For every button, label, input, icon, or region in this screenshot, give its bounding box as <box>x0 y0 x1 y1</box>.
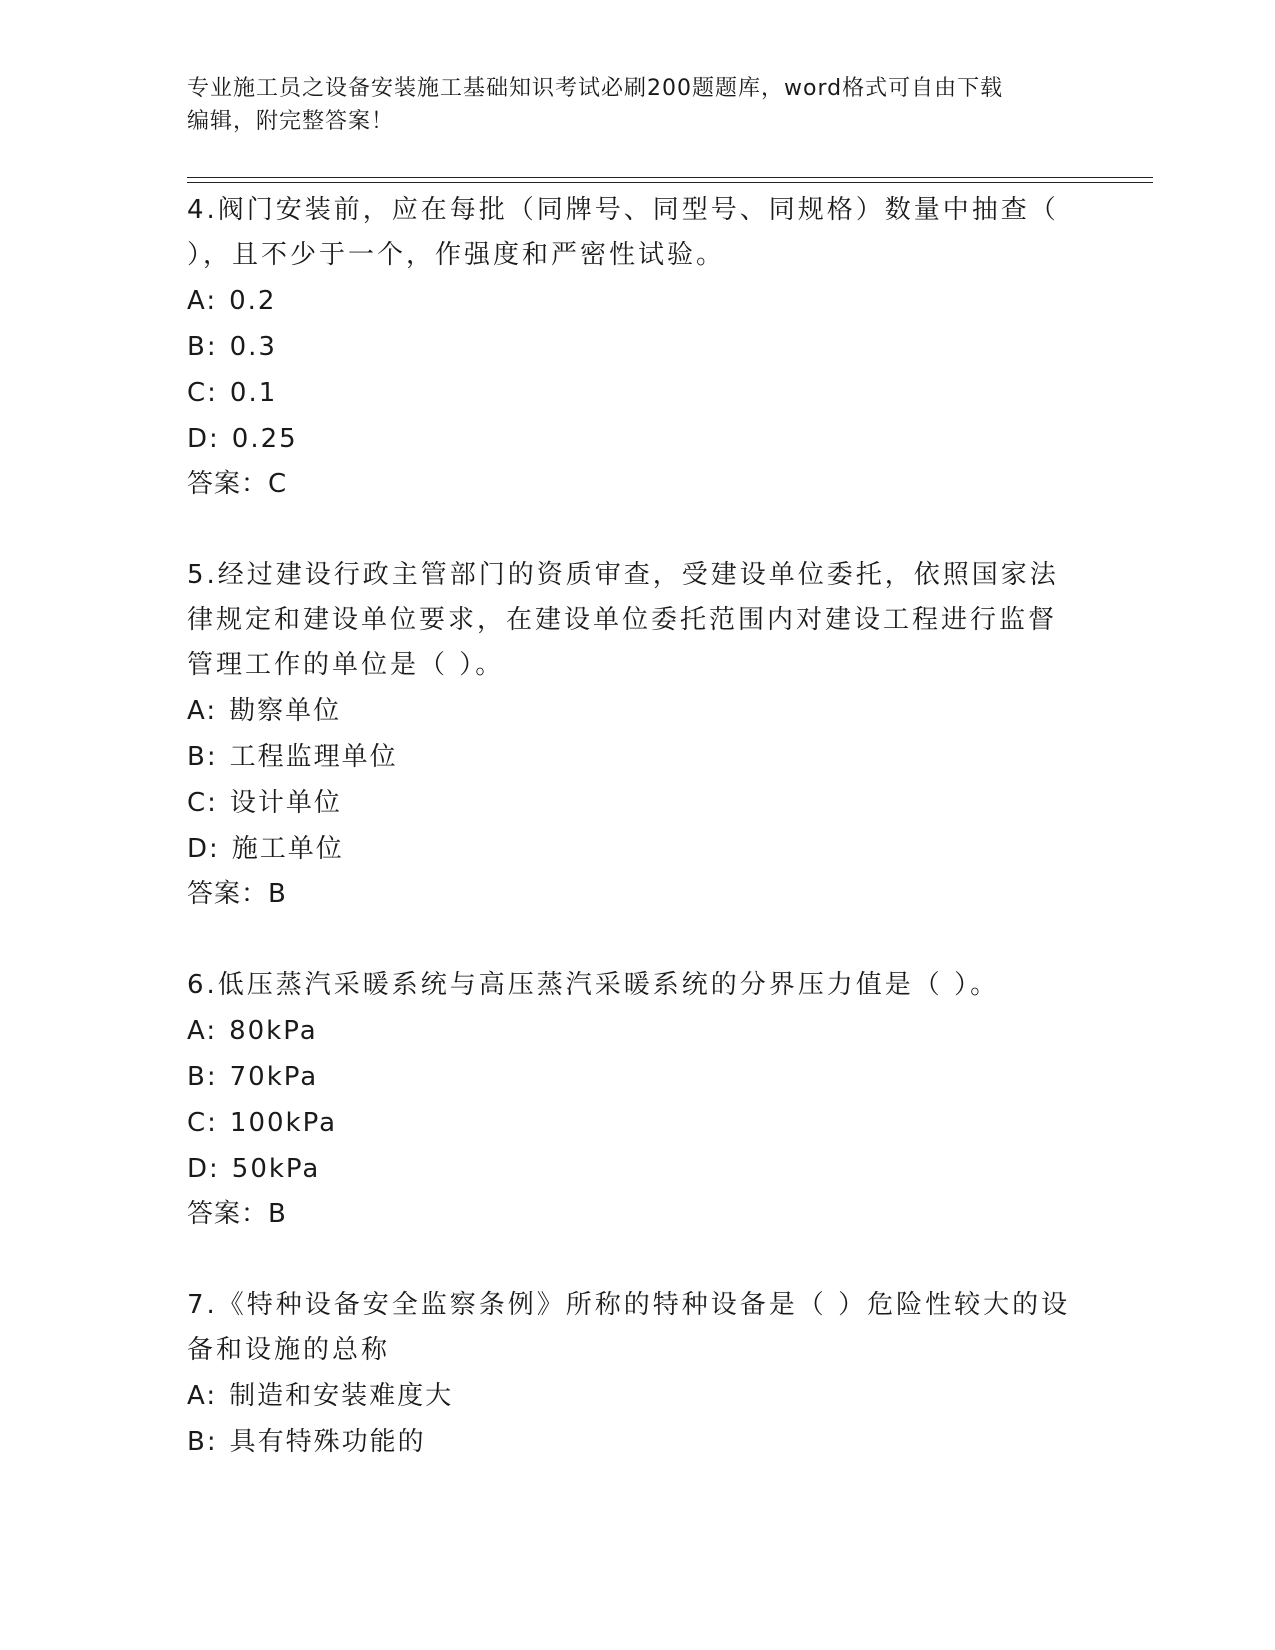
option-text: 具有特殊功能的 <box>229 1427 426 1457</box>
answer-key: 答案：B <box>187 879 287 909</box>
answer-option <box>187 278 1087 324</box>
option-text: 施工单位 <box>231 834 344 864</box>
answer-option <box>187 1146 1087 1192</box>
question-stem-line: 律规定和建设单位要求，在建设单位委托范围内对建设工程进行监督 <box>187 605 1058 635</box>
question-block <box>187 188 1087 507</box>
option-letter: D: <box>187 1154 220 1184</box>
option-text: 80kPa <box>229 1016 318 1046</box>
answer-option <box>187 1419 1087 1465</box>
answer-option <box>187 734 1087 780</box>
answer-option <box>187 1100 1087 1146</box>
question-block <box>187 1283 1087 1465</box>
option-text: 0.1 <box>229 378 278 408</box>
answer-option <box>187 1008 1087 1054</box>
answer-key: 答案：B <box>187 1199 287 1229</box>
document-header <box>187 72 1087 138</box>
option-letter: C: <box>187 378 218 408</box>
option-letter: B: <box>187 332 218 362</box>
question-list <box>187 188 1087 1511</box>
header-line-2: 编辑，附完整答案！ <box>187 109 395 134</box>
option-text: 0.3 <box>229 332 277 362</box>
header-divider-bottom <box>187 182 1153 183</box>
answer-option <box>187 1373 1087 1419</box>
option-letter: B: <box>187 1062 218 1092</box>
option-letter: B: <box>187 1427 218 1457</box>
option-letter: A: <box>187 1381 218 1411</box>
header-divider-top <box>187 177 1153 178</box>
answer-option <box>187 416 1087 462</box>
option-text: 50kPa <box>231 1154 321 1184</box>
question-block <box>187 963 1087 1237</box>
question-stem-line: 6.低压蒸汽采暖系统与高压蒸汽采暖系统的分界压力值是（ ）。 <box>187 970 1000 1000</box>
answer-option <box>187 1054 1087 1100</box>
question-stem-line: 7.《特种设备安全监察条例》所称的特种设备是（ ）危险性较大的设 <box>187 1290 1071 1320</box>
option-text: 0.2 <box>229 286 277 316</box>
answer-key: 答案：C <box>187 469 288 499</box>
question-stem-line: 备和设施的总称 <box>187 1335 391 1365</box>
question-stem-line: 4.阀门安装前，应在每批（同牌号、同型号、同规格）数量中抽查（ <box>187 195 1059 225</box>
option-text: 勘察单位 <box>229 696 342 726</box>
option-letter: D: <box>187 424 220 454</box>
question-stem-line: ），且不少于一个，作强度和严密性试验。 <box>187 240 726 270</box>
answer-option <box>187 826 1087 872</box>
answer-option <box>187 780 1087 826</box>
answer-option <box>187 370 1087 416</box>
question-stem-line: 管理工作的单位是（ ）。 <box>187 650 505 680</box>
option-letter: A: <box>187 696 218 726</box>
answer-option <box>187 324 1087 370</box>
header-line-1: 专业施工员之设备安装施工基础知识考试必刷200题题库，word格式可自由下载 <box>187 76 1004 101</box>
option-text: 0.25 <box>231 424 298 454</box>
option-text: 100kPa <box>229 1108 338 1138</box>
option-letter: B: <box>187 742 218 772</box>
question-block <box>187 553 1087 917</box>
option-letter: D: <box>187 834 220 864</box>
option-letter: A: <box>187 286 218 316</box>
option-letter: C: <box>187 1108 218 1138</box>
option-letter: C: <box>187 788 218 818</box>
option-text: 70kPa <box>229 1062 319 1092</box>
option-text: 工程监理单位 <box>229 742 398 772</box>
option-text: 设计单位 <box>229 788 342 818</box>
question-stem-line: 5.经过建设行政主管部门的资质审查，受建设单位委托，依照国家法 <box>187 560 1059 590</box>
option-text: 制造和安装难度大 <box>229 1381 454 1411</box>
option-letter: A: <box>187 1016 218 1046</box>
answer-option <box>187 688 1087 734</box>
